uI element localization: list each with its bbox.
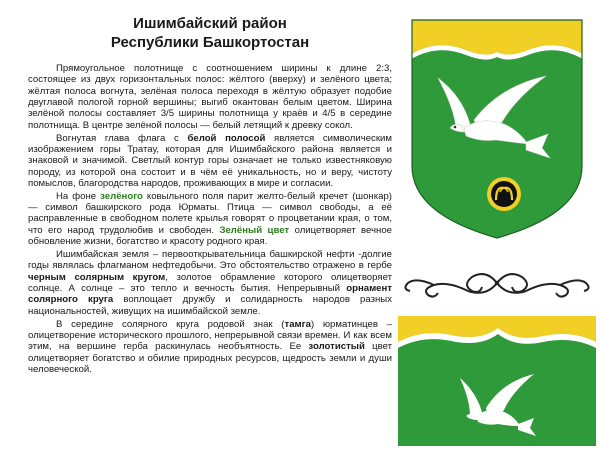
ornament-divider-icon — [398, 263, 596, 303]
highlight-golden: золотистый — [308, 341, 365, 353]
flag-icon — [398, 316, 596, 446]
paragraph-oil: Ишимбайская земля – первооткрывательница башкирской нефти -долгие годы являлась флагманом нефтедобычи. Это обстоятельство отражено в гербе черным солярным кругом, золотое обрамление которого олицетворяет солнце. А солнце – это тепло и вечность бытия. Непрерывный орнамент солярного круга воплощает дружбу и солидарность народов разных национальностей, живущих на ишимбайской земле. — [28, 249, 392, 317]
highlight-white-stripe: белой полосой — [187, 132, 266, 144]
images-column — [398, 16, 596, 446]
solar-circle-icon — [487, 177, 521, 211]
coat-of-arms-icon — [408, 16, 586, 242]
highlight-ornament: орнамент солярного круга — [28, 283, 392, 306]
page-title — [28, 14, 392, 52]
paragraph-falcon: На фоне зелёного ковыльного поля парит желто-белый кречет (шонкар) — символ башкирского рода Юрматы. Птица — символ свободы, а её расправленные в свободном полете крылья говорят о процветании края, о том, что его народ трудолюбив и свободен. Зелёный цвет олицетворяет вечное обновление жизни, богатство и красоту родного края. — [28, 190, 393, 248]
highlight-tamga: тамга — [284, 318, 311, 330]
highlight-green: зелёного — [100, 190, 143, 202]
title-line-1: Ишимбайский район — [133, 15, 287, 32]
highlight-green-color: Зелёный цвет — [219, 224, 290, 236]
paragraph-mountain: Вогнутая глава флага с белой полосой является символическим изображением горы Тратау, которая для Ишимбайского района является и знаковой и значимой. Светлый контур горы означает не только известняковую породу, из которой она состоит и в чём её уникальность, но и веру, чистоту помыслов, благородства народов, проживающих в мире и согласии. — [28, 132, 392, 189]
text-column — [28, 14, 392, 377]
paragraph-tamga: В середине солярного круга родовой знак (тамга) юрматинцев – олицетворение исторического прошлого, непрерывной связи времен. И как всем этим, на вершине герба раскинулась необъятность. Ее золотистый цвет олицетворяет богатство и обилие природных ресурсов, щедрость земли и души человеческой. — [28, 318, 393, 375]
highlight-black-circle: черным солярным кругом — [28, 271, 166, 283]
title-line-2: Республики Башкортостан — [110, 34, 310, 51]
paragraph-flag-description: Прямоугольное полотнище с соотношением ширины к длине 2:3, состоящее из двух горизонтальных полос: жёлтого (вверху) и зелёного цвета; жёлтая полоса вогнута, зелёная полоса переходя в жёлтую образует подобие двуглавой пологой горной вершины; выгиб окантован белым цветом. Ширина зелёной полосы составляет 3/5 ширины полотнища у краёв и 4/5 в середине полотнища. В центре зелёной полосы — белый летящий к древку сокол. — [28, 63, 392, 131]
